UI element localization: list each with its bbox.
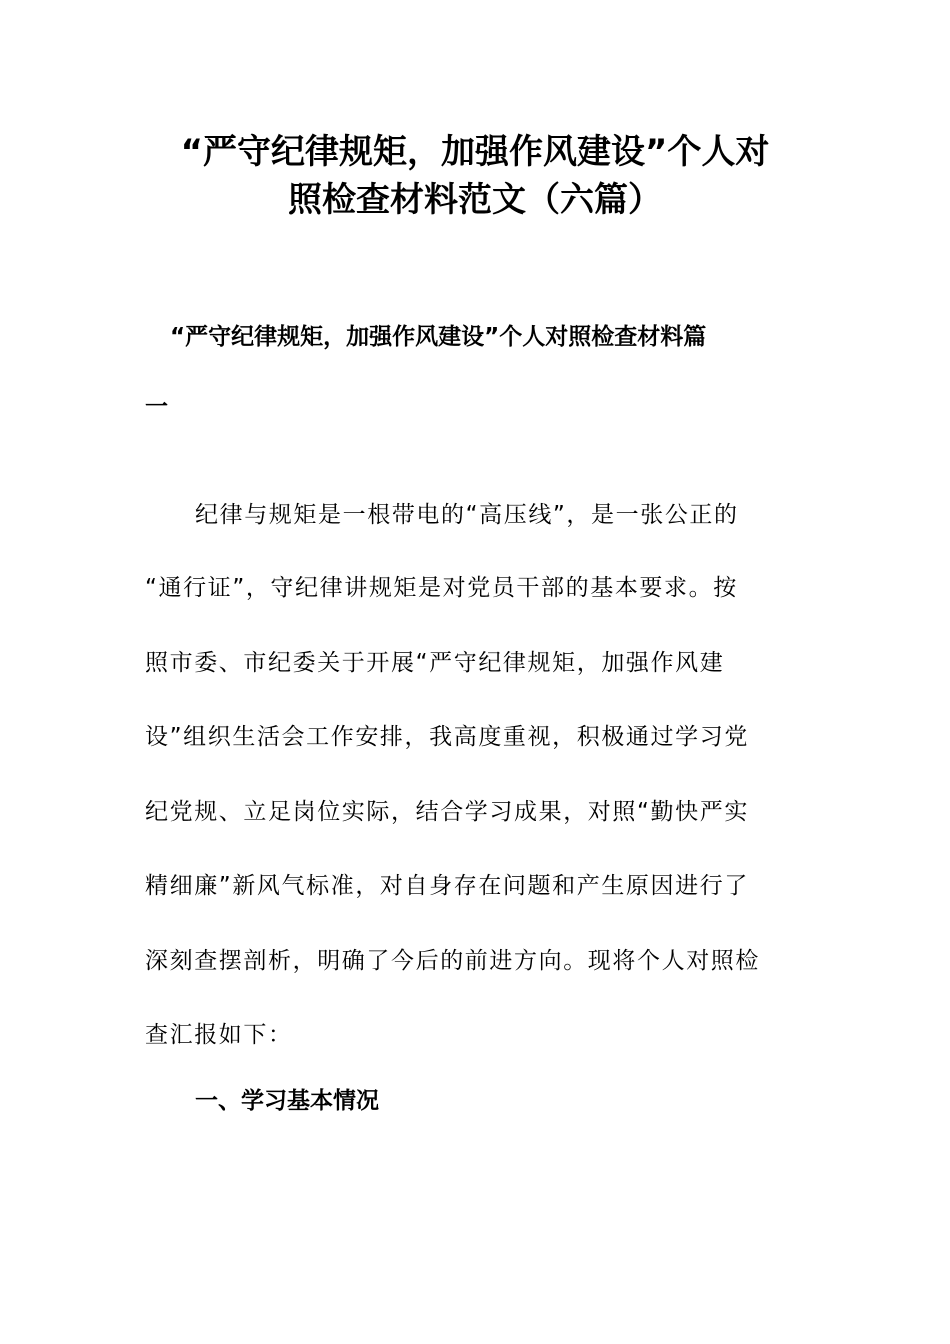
section-heading: 一、学习基本情况 xyxy=(195,1088,379,1114)
paragraph-line: 纪律与规矩是一根带电的“高压线”，是一张公正的 xyxy=(195,502,739,528)
paragraph-line: 精细廉”新风气标准，对自身存在问题和产生原因进行了 xyxy=(145,873,749,899)
paragraph-line: 照市委、市纪委关于开展“严守纪律规矩，加强作风建 xyxy=(145,650,725,676)
document-title-line-1: “严守纪律规矩，加强作风建设”个人对 xyxy=(180,132,770,172)
paragraph-line: 深刻查摆剖析，明确了今后的前进方向。现将个人对照检 xyxy=(145,948,760,974)
paragraph-line: 查汇报如下： xyxy=(145,1022,293,1048)
document-title-line-2: 照检查材料范文（六篇） xyxy=(288,180,662,220)
article-heading-line-1: “严守纪律规矩，加强作风建设”个人对照检查材料篇 xyxy=(170,324,707,350)
paragraph-line: 设”组织生活会工作安排，我高度重视，积极通过学习党 xyxy=(145,724,749,750)
article-heading-line-2: 一 xyxy=(145,394,168,420)
paragraph-line: “通行证”，守纪律讲规矩是对党员干部的基本要求。按 xyxy=(145,575,738,601)
paragraph-line: 纪党规、立足岗位实际，结合学习成果，对照“勤快严实 xyxy=(145,799,749,825)
